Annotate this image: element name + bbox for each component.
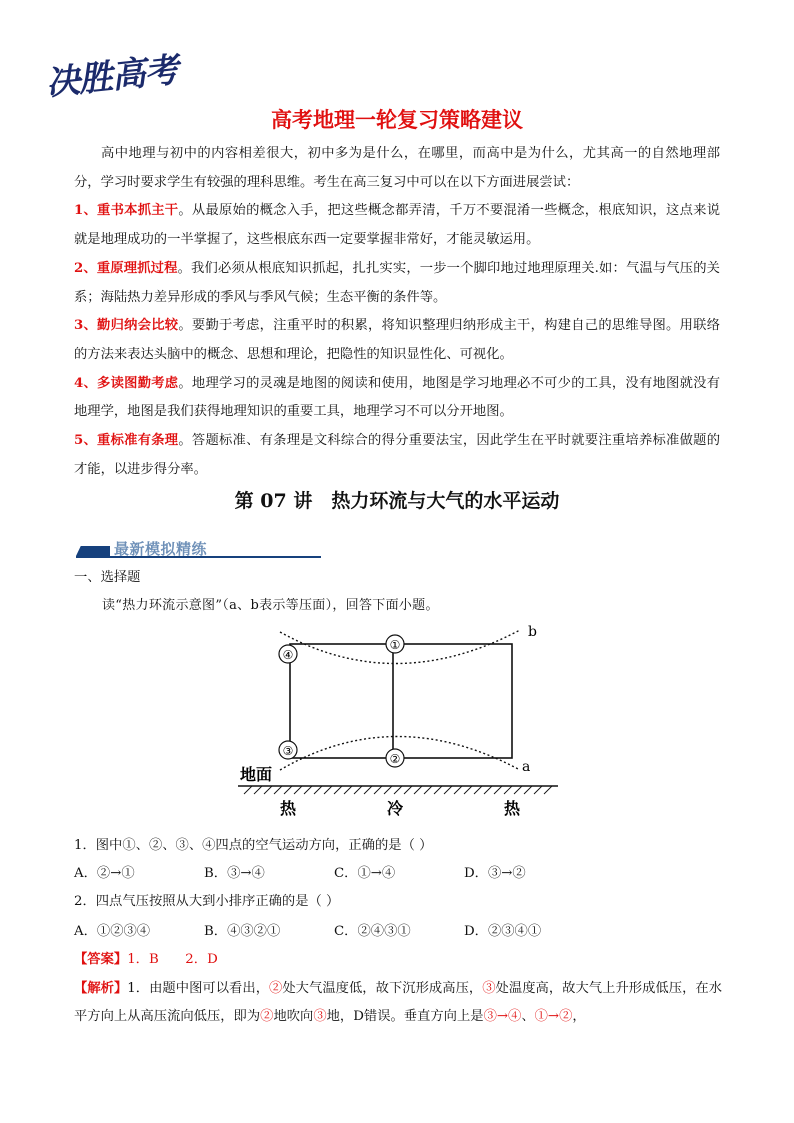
isobar-a-label: a (522, 759, 531, 775)
ground-hatching (244, 786, 552, 794)
thermal-circulation-diagram (230, 618, 570, 824)
q2-option-d: D．②③④① (464, 924, 542, 939)
tip-4-text: 。地理学习的灵魂是地图的阅读和使用，地图是学习地理必不可少的工具，没有地图就没有地理学，地图是我们获得地理知识的重要工具，地理学习不可以分开地图。 (74, 375, 720, 420)
ground-temp-left: 热 (279, 799, 297, 818)
question-type-heading: 一、选择题 (74, 570, 141, 585)
section-header (74, 538, 324, 562)
tip-4-label: 4、多读图勤考虑 (74, 375, 179, 391)
analysis-text: 地，D错误。垂直方向上是 (326, 1009, 484, 1024)
q2-option-b: B．④③②① (204, 924, 281, 939)
answer-label: 【答案】 (74, 952, 128, 967)
analysis-highlight: ③→④ (483, 1009, 522, 1024)
question-2-stem: 2．四点气压按照从大到小排序正确的是（ ） (74, 894, 340, 909)
analysis-highlight: ③ (313, 1009, 327, 1024)
q2-option-a: A．①②③④ (74, 924, 151, 939)
analysis-highlight: ② (269, 981, 283, 996)
analysis-text: 处大气温度低，故下沉形成高压， (282, 981, 483, 996)
question-intro: 读“热力环流示意图”（a、b表示等压面），回答下面小题。 (102, 598, 439, 613)
intro-paragraph: 高中地理与初中的内容相差很大，初中多为是什么，在哪里，而高中是为什么，尤其高一的自然地理部分，学习时要求学生有较强的理科思维。考生在高三复习中可以在以下方面进展尝试： (74, 146, 720, 190)
tip-3-label: 3、勤归纳会比较 (74, 318, 179, 334)
tip-2-text: 。我们必须从根底知识抓起，扎扎实实，一步一个脚印地过地理原理关.如：气温与气压的关系；海陆热力差异形成的季风与季风气候；生态平衡的条件等。 (74, 260, 720, 305)
answer-text: 1．B 2．D (127, 952, 218, 967)
ground-temp-center: 冷 (386, 799, 404, 818)
analysis-text: 1．由题中图可以看出， (127, 981, 270, 996)
q1-option-a: A．②→① (74, 866, 135, 881)
section-label: 最新模拟精练 (114, 540, 208, 558)
tip-5 (74, 427, 720, 484)
tip-2 (74, 255, 720, 312)
strategy-text (74, 140, 720, 484)
q1-option-c: C．①→④ (334, 866, 396, 881)
document-title: 高考地理一轮复习策略建议 (271, 108, 523, 132)
answer-line (74, 948, 724, 967)
question-1-options (74, 862, 724, 881)
q1-option-d: D．③→② (464, 866, 526, 881)
q2-option-c: C．②④③① (334, 924, 411, 939)
analysis-text: 处温度高，故大气上升形成低压，在水平方向上从高压流向低压，即为 (74, 981, 723, 1024)
point-2-label: ② (389, 752, 401, 766)
analysis-highlight: ② (260, 1009, 274, 1024)
analysis-body (74, 981, 722, 1024)
tip-4 (74, 370, 720, 427)
analysis-label: 【解析】 (74, 981, 128, 996)
question-2-options (74, 920, 724, 939)
tip-3 (74, 312, 720, 369)
tip-1-label: 1、重书本抓主干 (74, 203, 179, 219)
analysis-highlight: ③ (482, 981, 496, 996)
tip-1-text: 。从最原始的概念入手，把这些概念都弄清，千万不要混淆一些概念，根底知识，这点来说就是地理成功的一半掌握了，这些根底东西一定要掌握非常好，才能灵敏运用。 (74, 203, 720, 248)
analysis-text: 、 (521, 1009, 535, 1024)
analysis-text: 地吹向 (273, 1009, 314, 1024)
point-1-label: ① (389, 638, 401, 652)
point-4-label: ④ (282, 648, 294, 662)
logo-text: 决胜高考 (44, 50, 180, 104)
tip-3-text: 。要勤于考虑，注重平时的积累，将知识整理归纳形成主干，构建自己的思维导图。用联络的方法来表达头脑中的概念、思想和理论，把隐性的知识显性化、可视化。 (74, 318, 720, 362)
lecture-title: 第 07 讲 热力环流与大气的水平运动 (234, 490, 560, 512)
section-bar-block (76, 546, 110, 556)
point-3-label: ③ (282, 744, 294, 758)
tip-2-label: 2、重原理抓过程 (74, 260, 178, 276)
isobar-b-label: b (528, 624, 537, 640)
q1-option-b: B．③→④ (204, 866, 265, 881)
tip-5-text: 。答题标准、有条理是文科综合的得分重要法宝，因此学生在平时就要注重培养标准做题的才能，以进步得分率。 (74, 433, 720, 477)
analysis-highlight: ①→② (534, 1009, 573, 1024)
circulation-frame (290, 644, 512, 758)
question-1-stem: 1．图中①、②、③、④四点的空气运动方向，正确的是（ ） (74, 838, 433, 853)
ground-label: 地面 (240, 765, 273, 784)
tip-5-label: 5、重标准有条理 (74, 433, 179, 449)
analysis-paragraph (74, 975, 722, 1031)
analysis-text: ， (572, 1009, 586, 1024)
ground-temp-right: 热 (503, 799, 521, 818)
tip-1 (74, 197, 720, 254)
